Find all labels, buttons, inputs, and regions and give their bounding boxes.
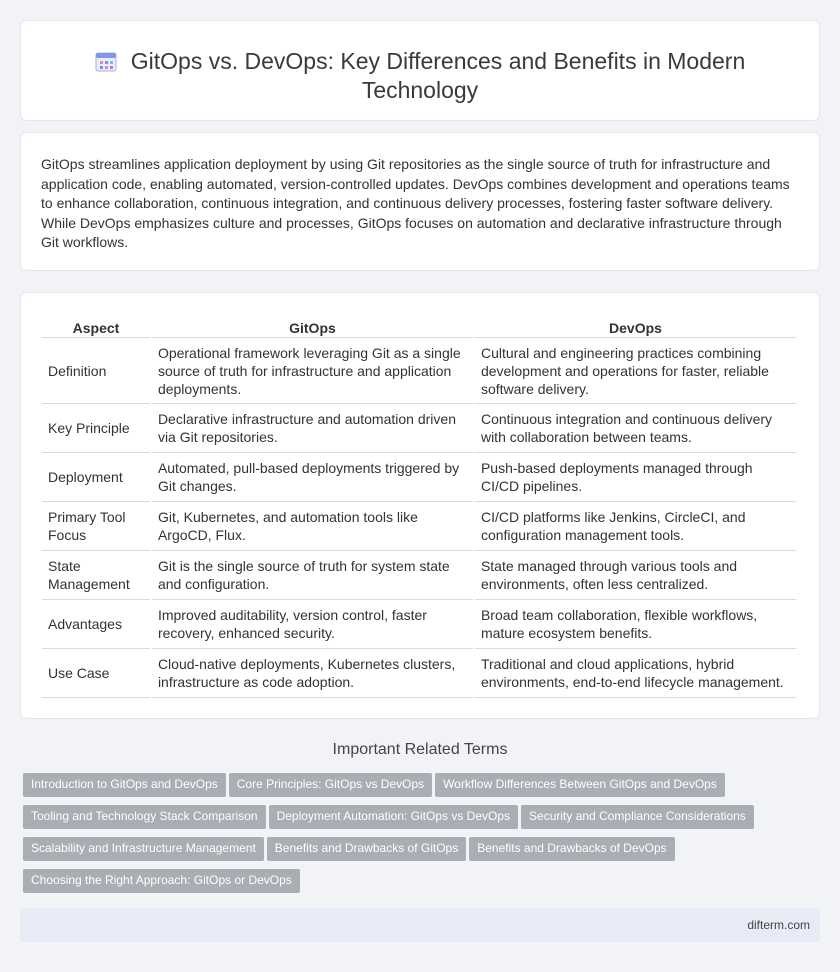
cell-devops: Traditional and cloud applications, hybrid environments, end-to-end lifecycle management. — [475, 649, 796, 698]
related-term-tag[interactable]: Scalability and Infrastructure Management — [23, 837, 264, 861]
table-row — [42, 551, 796, 600]
cell-aspect: Deployment — [42, 453, 150, 502]
cell-aspect: Definition — [42, 338, 150, 404]
cell-devops: CI/CD platforms like Jenkins, CircleCI, and configuration management tools. — [475, 502, 796, 551]
title-wrap — [21, 47, 819, 105]
cell-aspect: Advantages — [42, 600, 150, 649]
cell-devops: Push-based deployments managed through CI/CD pipelines. — [475, 453, 796, 502]
table-row — [42, 649, 796, 698]
cell-gitops: Cloud-native deployments, Kubernetes clusters, infrastructure as code adoption. — [152, 649, 473, 698]
table-row — [42, 404, 796, 453]
cell-aspect: Use Case — [42, 649, 150, 698]
related-term-tag[interactable]: Benefits and Drawbacks of GitOps — [267, 837, 466, 861]
cell-gitops: Operational framework leveraging Git as a single source of truth for infrastructure and application deployments. — [152, 338, 473, 404]
cell-gitops: Declarative infrastructure and automation driven via Git repositories. — [152, 404, 473, 453]
footer-site-link[interactable]: difterm.com — [747, 918, 810, 932]
table-row — [42, 338, 796, 404]
cell-aspect: Primary Tool Focus — [42, 502, 150, 551]
related-term-tag[interactable]: Introduction to GitOps and DevOps — [23, 773, 226, 797]
related-term-tag[interactable]: Security and Compliance Considerations — [521, 805, 754, 829]
header-devops: DevOps — [475, 313, 796, 338]
related-term-tag[interactable]: Deployment Automation: GitOps vs DevOps — [269, 805, 518, 829]
cell-devops: Continuous integration and continuous delivery with collaboration between teams. — [475, 404, 796, 453]
related-term-tag[interactable]: Tooling and Technology Stack Comparison — [23, 805, 266, 829]
related-terms-list — [23, 773, 803, 901]
related-terms-heading: Important Related Terms — [332, 741, 508, 758]
table-row — [42, 453, 796, 502]
related-term-tag[interactable]: Workflow Differences Between GitOps and DevOps — [435, 773, 725, 797]
comparison-card — [20, 292, 820, 719]
cell-devops: State managed through various tools and environments, often less centralized. — [475, 551, 796, 600]
footer-bar — [20, 908, 820, 942]
table-row — [42, 600, 796, 649]
cell-gitops: Git, Kubernetes, and automation tools like ArgoCD, Flux. — [152, 502, 473, 551]
intro-card — [20, 132, 820, 271]
cell-gitops: Git is the single source of truth for system state and configuration. — [152, 551, 473, 600]
table-row — [42, 502, 796, 551]
header-aspect: Aspect — [42, 313, 150, 338]
intro-paragraph: GitOps streamlines application deployment by using Git repositories as the single source of truth for infrastructure and application code, enabling automated, version-controlled updates. DevOps combines development and operations teams to enhance collaboration, continuous integration, and continuous delivery processes, fostering faster software delivery. While DevOps emphasizes culture and processes, GitOps focuses on automation and declarative infrastructure through Git workflows. — [41, 156, 790, 250]
cell-devops: Broad team collaboration, flexible workflows, mature ecosystem benefits. — [475, 600, 796, 649]
related-term-tag[interactable]: Core Principles: GitOps vs DevOps — [229, 773, 432, 797]
cell-devops: Cultural and engineering practices combining development and operations for faster, reliable software delivery. — [475, 338, 796, 404]
related-term-tag[interactable]: Benefits and Drawbacks of DevOps — [469, 837, 674, 861]
cell-gitops: Automated, pull-based deployments triggered by Git changes. — [152, 453, 473, 502]
page-title — [70, 47, 770, 105]
cell-gitops: Improved auditability, version control, faster recovery, enhanced security. — [152, 600, 473, 649]
header-card — [20, 20, 820, 121]
comparison-table — [40, 313, 798, 698]
cell-aspect: State Management — [42, 551, 150, 600]
header-gitops: GitOps — [152, 313, 473, 338]
calendar-icon — [95, 50, 117, 72]
page-title-text: GitOps vs. DevOps: Key Differences and Benefits in Modern Technology — [130, 48, 746, 103]
table-header-row — [42, 313, 796, 338]
cell-aspect: Key Principle — [42, 404, 150, 453]
related-term-tag[interactable]: Choosing the Right Approach: GitOps or DevOps — [23, 869, 300, 893]
